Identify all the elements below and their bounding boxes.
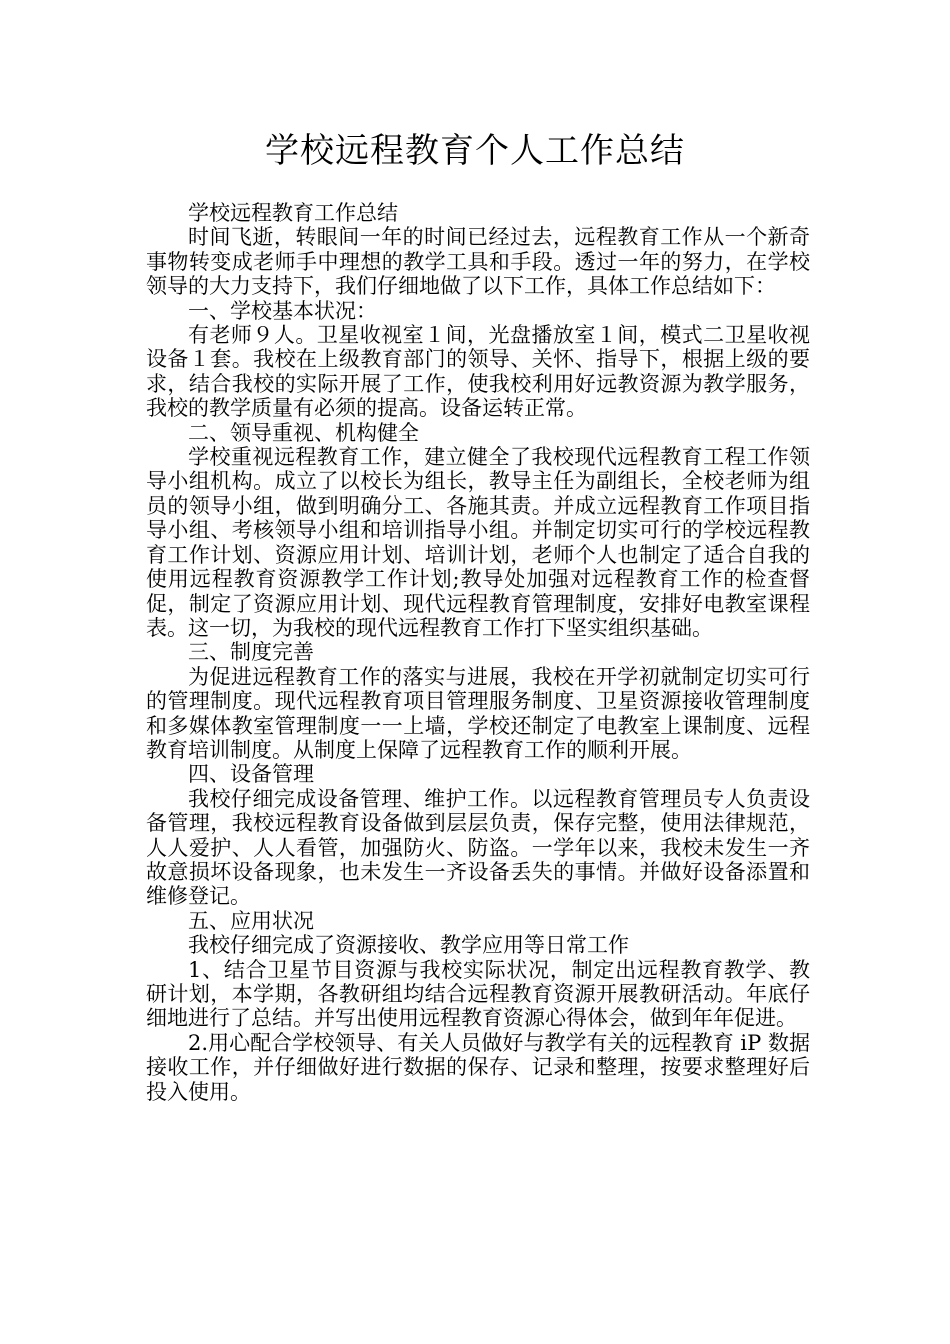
paragraph-intro: 时间飞逝，转眼间一年的时间已经过去，远程教育工作从一个新奇事物转变成老师手中理想的教学工具和手段。透过一年的努力，在学校领导的大力支持下，我们仔细地做了以下工作，具体工作总结如下： <box>146 225 810 299</box>
document-title: 学校远程教育个人工作总结 <box>265 131 685 171</box>
paragraph-section-4: 我校仔细完成设备管理、维护工作。以远程教育管理员专人负责设备管理，我校远程教育设备做到层层负责，保存完整，使用法律规范，人人爱护、人人看管，加强防火、防盗。一学年以来，我校未发生一齐故意损坏设备现象，也未发生一齐设备丢失的事情。并做好设备添置和维修登记。 <box>146 786 810 909</box>
section-heading-4: 四、设备管理 <box>188 762 314 787</box>
document-body <box>146 201 810 1104</box>
paragraph-section-5-item-2: 2.用心配合学校领导、有关人员做好与教学有关的远程教育 iP 数据接收工作，并仔细做好进行数据的保存、记录和整理，按要求整理好后投入使用。 <box>146 1030 810 1104</box>
paragraph-section-5-intro: 我校仔细完成了资源接收、教学应用等日常工作 <box>188 933 629 958</box>
paragraph-subtitle: 学校远程教育工作总结 <box>188 201 398 225</box>
section-heading-5: 五、应用状况 <box>188 908 314 933</box>
paragraph-section-1: 有老师９人。卫星收视室１间，光盘播放室１间，模式二卫星收视设备１套。我校在上级教育部门的领导、关怀、指导下，根据上级的要求，结合我校的实际开展了工作，使我校利用好远教资源为教学服务，我校的教学质量有必须的提高。设备运转正常。 <box>146 323 810 421</box>
paragraph-section-5-item-1: 1、结合卫星节目资源与我校实际状况，制定出远程教育教学、教研计划，本学期，各教研组均结合远程教育资源开展教研活动。年底仔细地进行了总结。并写出使用远程教育资源心得体会，做到年年促进。 <box>146 957 810 1031</box>
paragraph-section-2: 学校重视远程教育工作，建立健全了我校现代远程教育工程工作领导小组机构。成立了以校长为组长，教导主任为副组长，全校老师为组员的领导小组，做到明确分工、各施其责。并成立远程教育工作项目指导小组、考核领导小组和培训指导小组。并制定切实可行的学校远程教育工作计划、资源应用计划、培训计划，老师个人也制定了适合自我的使用远程教育资源教学工作计划;教导处加强对远程教育工作的检查督促，制定了资源应用计划、现代远程教育管理制度，安排好电教室课程表。这一切，为我校的现代远程教育工作打下坚实组织基础。 <box>146 445 810 640</box>
section-heading-1: 一、学校基本状况： <box>188 298 377 323</box>
paragraph-section-3: 为促进远程教育工作的落实与进展，我校在开学初就制定切实可行的管理制度。现代远程教育项目管理服务制度、卫星资源接收管理制度和多媒体教室管理制度一一上墙，学校还制定了电教室上课制度、远程教育培训制度。从制度上保障了远程教育工作的顺利开展。 <box>146 664 810 762</box>
section-heading-3: 三、制度完善 <box>188 640 314 665</box>
section-heading-2: 二、领导重视、机构健全 <box>188 420 419 445</box>
